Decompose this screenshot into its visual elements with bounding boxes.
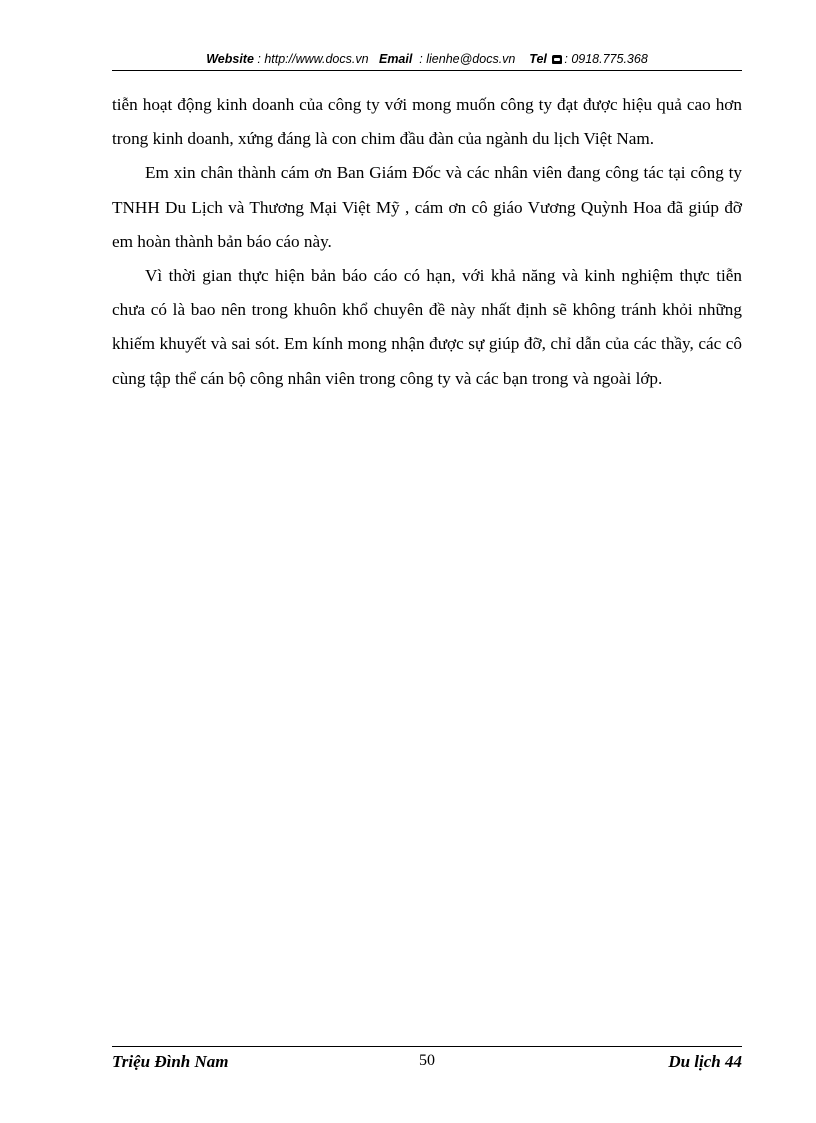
page-header [112, 50, 742, 71]
tel-label: Tel [529, 52, 547, 66]
email-value: : lienhe@docs.vn [419, 52, 516, 66]
page-number: 50 [419, 1052, 435, 1069]
paragraph-apology: Vì thời gian thực hiện bản báo cáo có hạn, với khả năng và kinh nghiệm thực tiễn chưa có là bao nên trong khuôn khổ chuyên đề này nhất định sẽ không tránh khỏi những khiếm khuyết và sai sót. Em kính mong nhận được sự giúp đỡ, chỉ dẫn của các thầy, các cô cùng tập thể cán bộ công nhân viên trong công ty và các bạn trong và ngoài lớp. [112, 266, 742, 388]
phone-icon [552, 55, 562, 64]
website-label: Website [206, 52, 254, 66]
document-body [112, 88, 742, 396]
website-value: : http://www.docs.vn [257, 52, 369, 66]
paragraph-continuation: tiễn hoạt động kinh doanh của công ty với mong muốn công ty đạt được hiệu quả cao hơn trong kinh doanh, xứng đáng là con chim đầu đàn của ngành du lịch Việt Nam. [112, 95, 742, 149]
page-footer [112, 1046, 742, 1077]
paragraph-thanks: Em xin chân thành cám ơn Ban Giám Đốc và các nhân viên đang công tác tại công ty TNHH Du Lịch và Thương Mại Việt Mỹ , cám ơn cô giáo Vương Quỳnh Hoa đã giúp đỡ em hoàn thành bản báo cáo này. [112, 163, 742, 251]
email-label: Email [378, 52, 413, 66]
course-name: Du lịch 44 [668, 1052, 742, 1071]
tel-value: : 0918.775.368 [564, 52, 648, 66]
author-name: Triệu Đình Nam [112, 1052, 229, 1071]
